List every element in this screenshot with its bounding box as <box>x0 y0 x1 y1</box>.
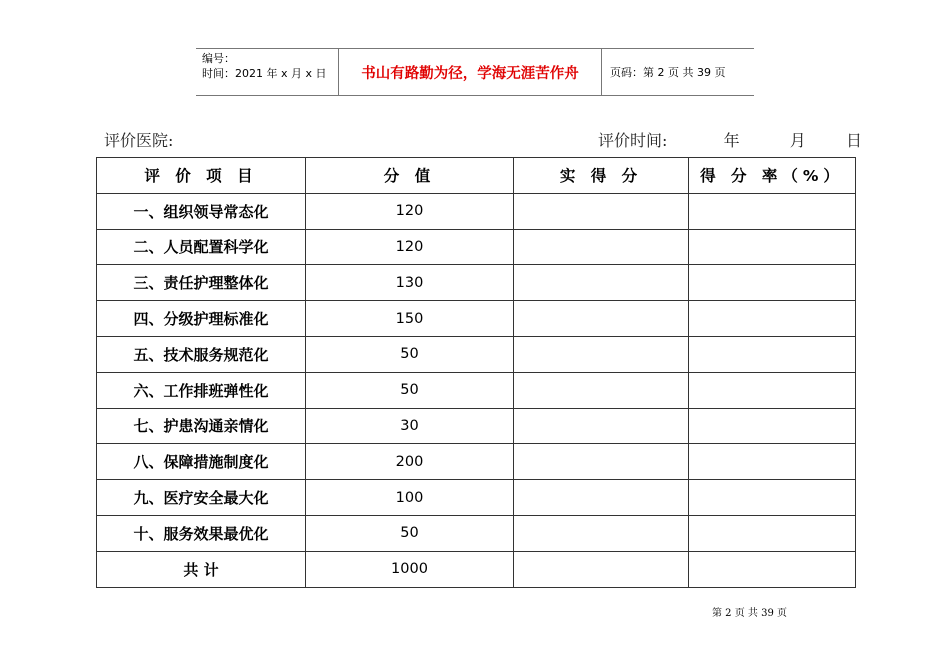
row-score: 120 <box>306 229 514 265</box>
row-rate[interactable] <box>689 193 856 229</box>
row-rate[interactable] <box>689 336 856 372</box>
header-time-label: 时间：2021 年 x 月 x 日 <box>202 67 327 80</box>
row-rate[interactable] <box>689 301 856 337</box>
row-score: 100 <box>306 480 514 516</box>
col-header-item: 评 价 项 目 <box>97 158 306 194</box>
row-item: 四、分级护理标准化 <box>97 301 306 337</box>
table-row <box>97 480 856 516</box>
row-item: 九、医疗安全最大化 <box>97 480 306 516</box>
row-score: 150 <box>306 301 514 337</box>
table-row <box>97 336 856 372</box>
col-header-score: 分 值 <box>306 158 514 194</box>
row-score: 200 <box>306 444 514 480</box>
table-row <box>97 229 856 265</box>
row-actual[interactable] <box>514 229 689 265</box>
header-motto: 书山有路勤为径，学海无涯苦作舟 <box>338 48 602 96</box>
row-score: 50 <box>306 372 514 408</box>
table-row <box>97 193 856 229</box>
page-footer: 第 2 页 共 39 页 <box>712 608 787 619</box>
row-rate[interactable] <box>689 229 856 265</box>
table-row <box>97 515 856 551</box>
row-rate[interactable] <box>689 480 856 516</box>
row-actual[interactable] <box>514 301 689 337</box>
page-header <box>196 48 754 96</box>
row-actual[interactable] <box>514 408 689 444</box>
row-rate[interactable] <box>689 372 856 408</box>
row-item: 八、保障措施制度化 <box>97 444 306 480</box>
total-actual[interactable] <box>514 551 689 587</box>
row-item: 二、人员配置科学化 <box>97 229 306 265</box>
table-row <box>97 372 856 408</box>
table-row <box>97 444 856 480</box>
row-score: 50 <box>306 336 514 372</box>
evaluation-table <box>96 157 856 588</box>
header-page-info: 页码：第 2 页 共 39 页 <box>610 66 726 79</box>
row-item: 十、服务效果最优化 <box>97 515 306 551</box>
row-item: 三、责任护理整体化 <box>97 265 306 301</box>
row-actual[interactable] <box>514 372 689 408</box>
month-label: 月 <box>789 131 806 150</box>
row-score: 120 <box>306 193 514 229</box>
table-row <box>97 301 856 337</box>
row-actual[interactable] <box>514 336 689 372</box>
row-rate[interactable] <box>689 408 856 444</box>
total-score: 1000 <box>306 551 514 587</box>
row-actual[interactable] <box>514 480 689 516</box>
row-score: 50 <box>306 515 514 551</box>
evaluation-time-label: 评价时间: <box>598 131 668 150</box>
year-label: 年 <box>723 131 740 150</box>
table-row <box>97 408 856 444</box>
row-rate[interactable] <box>689 444 856 480</box>
row-rate[interactable] <box>689 265 856 301</box>
header-meta <box>202 51 327 81</box>
row-score: 130 <box>306 265 514 301</box>
col-header-rate: 得 分 率（%） <box>689 158 856 194</box>
row-actual[interactable] <box>514 193 689 229</box>
evaluation-time <box>598 128 862 151</box>
row-item: 一、组织领导常态化 <box>97 193 306 229</box>
row-actual[interactable] <box>514 515 689 551</box>
row-item: 七、护患沟通亲情化 <box>97 408 306 444</box>
row-actual[interactable] <box>514 444 689 480</box>
row-item: 五、技术服务规范化 <box>97 336 306 372</box>
row-actual[interactable] <box>514 265 689 301</box>
row-score: 30 <box>306 408 514 444</box>
day-label: 日 <box>846 131 863 150</box>
header-number-label: 编号： <box>202 52 235 65</box>
hospital-label: 评价医院: <box>104 131 174 150</box>
total-label: 共 计 <box>97 551 306 587</box>
col-header-actual: 实 得 分 <box>514 158 689 194</box>
table-total-row <box>97 551 856 587</box>
row-item: 六、工作排班弹性化 <box>97 372 306 408</box>
row-rate[interactable] <box>689 515 856 551</box>
table-header-row <box>97 158 856 194</box>
table-row <box>97 265 856 301</box>
total-rate[interactable] <box>689 551 856 587</box>
